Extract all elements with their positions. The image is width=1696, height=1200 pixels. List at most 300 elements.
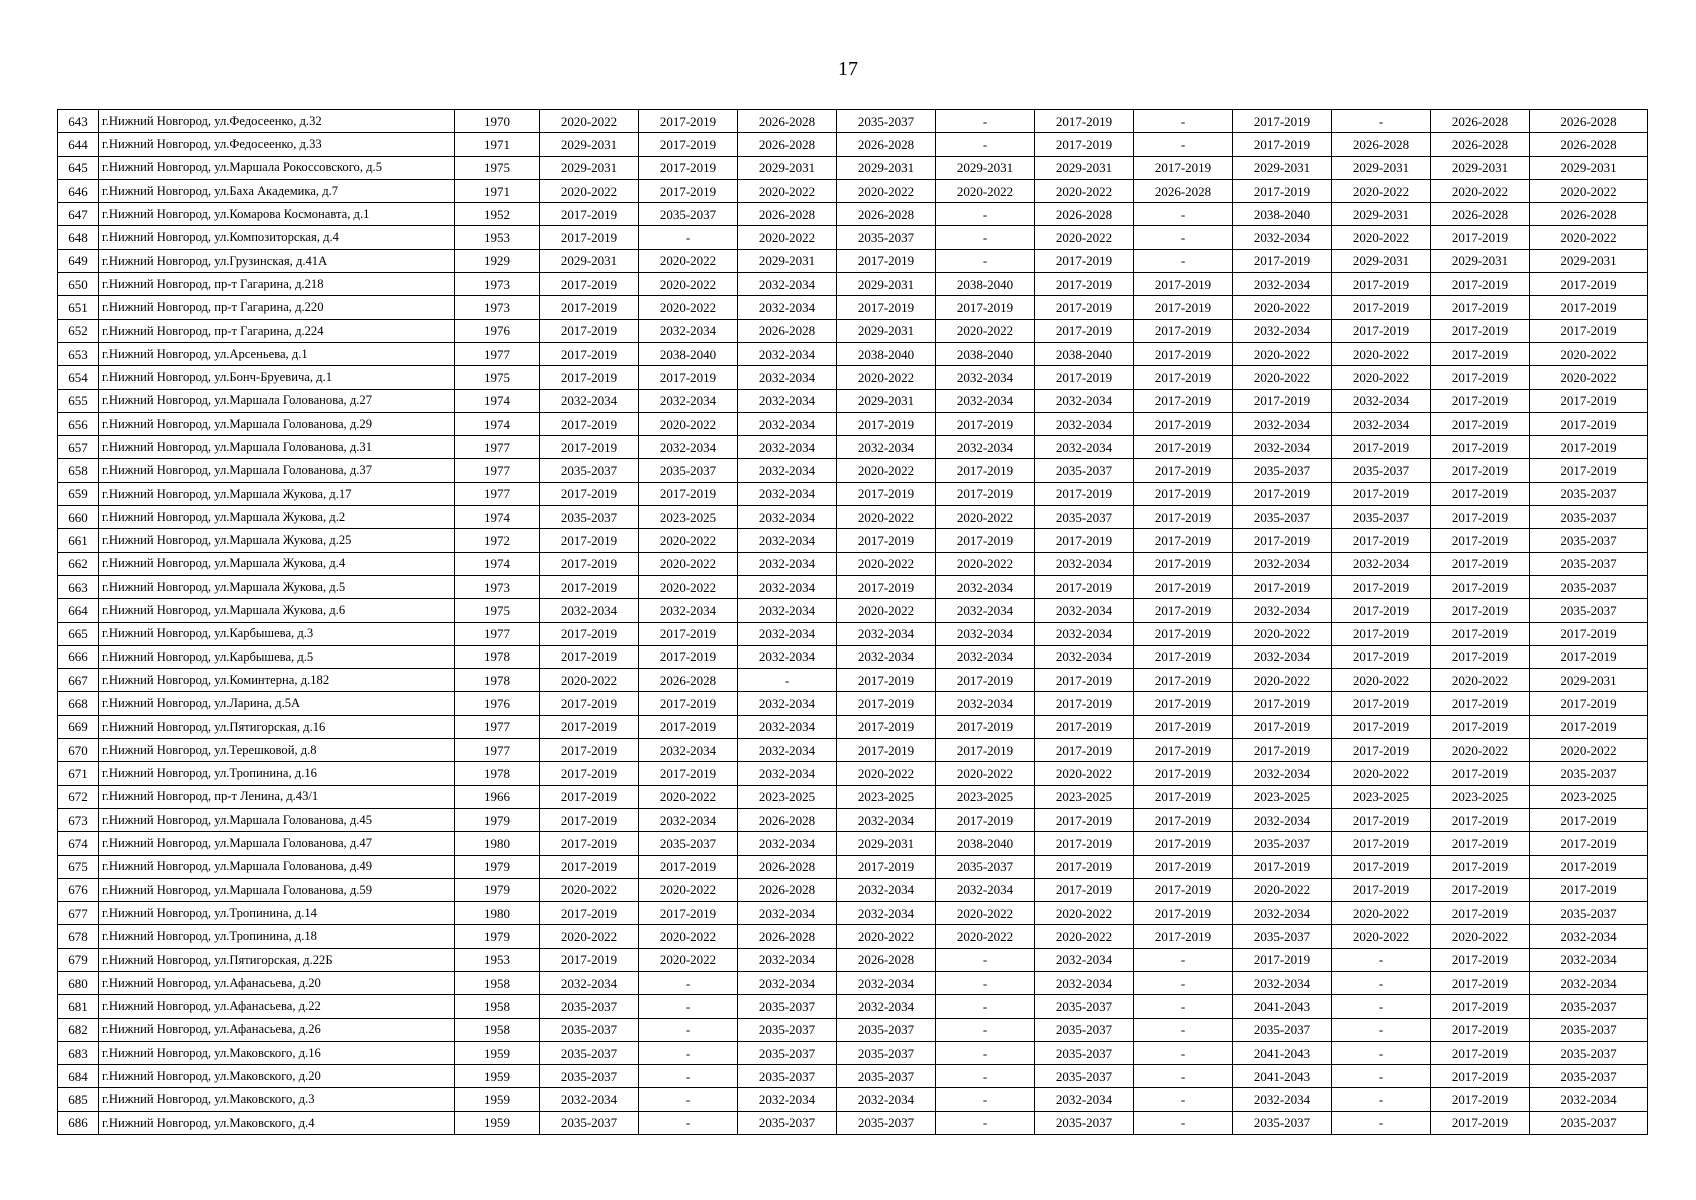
period-cell: 2017-2019 — [1431, 575, 1530, 598]
period-cell: 2032-2034 — [738, 599, 837, 622]
period-cell: 2020-2022 — [639, 412, 738, 435]
period-cell: 2029-2031 — [1332, 156, 1431, 179]
period-cell: 2032-2034 — [540, 389, 639, 412]
period-cell: - — [936, 226, 1035, 249]
table-row — [58, 995, 1648, 1018]
period-cell: 2023-2025 — [1035, 785, 1134, 808]
period-cell: 2020-2022 — [1035, 226, 1134, 249]
period-cell: 2017-2019 — [1233, 110, 1332, 133]
period-cell: 2017-2019 — [1134, 575, 1233, 598]
period-cell: 2026-2028 — [837, 203, 936, 226]
period-cell: 2017-2019 — [1332, 482, 1431, 505]
year-cell: 1974 — [455, 552, 540, 575]
row-number-cell: 673 — [58, 808, 99, 831]
period-cell: 2017-2019 — [1530, 855, 1648, 878]
period-cell: 2035-2037 — [1530, 482, 1648, 505]
year-cell: 1958 — [455, 1018, 540, 1041]
period-cell: 2017-2019 — [1134, 645, 1233, 668]
period-cell: 2035-2037 — [540, 995, 639, 1018]
period-cell: 2017-2019 — [1134, 785, 1233, 808]
period-cell: 2020-2022 — [1035, 902, 1134, 925]
table-row — [58, 412, 1648, 435]
row-number-cell: 683 — [58, 1041, 99, 1064]
year-cell: 1975 — [455, 156, 540, 179]
row-number-cell: 659 — [58, 482, 99, 505]
period-cell: 2017-2019 — [540, 808, 639, 831]
period-cell: 2020-2022 — [837, 599, 936, 622]
period-cell: 2017-2019 — [1431, 808, 1530, 831]
period-cell: 2029-2031 — [837, 832, 936, 855]
period-cell: - — [1134, 948, 1233, 971]
period-cell: 2032-2034 — [738, 412, 837, 435]
period-cell: 2020-2022 — [936, 179, 1035, 202]
year-cell: 1978 — [455, 669, 540, 692]
period-cell: 2017-2019 — [1431, 995, 1530, 1018]
period-cell: 2020-2022 — [1431, 669, 1530, 692]
period-cell: - — [1332, 110, 1431, 133]
period-cell: 2017-2019 — [540, 622, 639, 645]
period-cell: 2038-2040 — [1233, 203, 1332, 226]
period-cell: 2029-2031 — [837, 156, 936, 179]
address-cell: г.Нижний Новгород, ул.Афанасьева, д.22 — [99, 995, 455, 1018]
period-cell: 2017-2019 — [1134, 552, 1233, 575]
period-cell: 2017-2019 — [540, 552, 639, 575]
year-cell: 1958 — [455, 995, 540, 1018]
period-cell: 2017-2019 — [936, 296, 1035, 319]
period-cell: 2017-2019 — [1431, 319, 1530, 342]
year-cell: 1971 — [455, 133, 540, 156]
address-cell: г.Нижний Новгород, ул.Маршала Жукова, д.6 — [99, 599, 455, 622]
period-cell: 2017-2019 — [1134, 319, 1233, 342]
period-cell: 2032-2034 — [738, 692, 837, 715]
period-cell: 2017-2019 — [936, 482, 1035, 505]
period-cell: 2017-2019 — [1134, 762, 1233, 785]
period-cell: 2020-2022 — [936, 902, 1035, 925]
period-cell: 2026-2028 — [738, 878, 837, 901]
period-cell: 2017-2019 — [837, 412, 936, 435]
period-cell: 2035-2037 — [1530, 995, 1648, 1018]
address-cell: г.Нижний Новгород, ул.Арсеньева, д.1 — [99, 342, 455, 365]
period-cell: 2017-2019 — [1530, 808, 1648, 831]
period-cell: 2032-2034 — [738, 1088, 837, 1111]
period-cell: 2035-2037 — [639, 832, 738, 855]
table-row — [58, 482, 1648, 505]
period-cell: 2017-2019 — [639, 692, 738, 715]
period-cell: 2020-2022 — [1332, 179, 1431, 202]
year-cell: 1959 — [455, 1041, 540, 1064]
year-cell: 1958 — [455, 971, 540, 994]
period-cell: 2020-2022 — [1530, 226, 1648, 249]
year-cell: 1974 — [455, 506, 540, 529]
period-cell: 2017-2019 — [540, 226, 639, 249]
address-cell: г.Нижний Новгород, ул.Пятигорская, д.22Б — [99, 948, 455, 971]
period-cell: 2017-2019 — [1233, 482, 1332, 505]
period-cell: 2041-2043 — [1233, 995, 1332, 1018]
period-cell: 2017-2019 — [1134, 878, 1233, 901]
period-cell: - — [936, 1111, 1035, 1134]
period-cell: 2032-2034 — [1530, 971, 1648, 994]
table-row — [58, 832, 1648, 855]
period-cell: - — [936, 1065, 1035, 1088]
period-cell: 2017-2019 — [1431, 762, 1530, 785]
period-cell: 2020-2022 — [1530, 366, 1648, 389]
period-cell: 2020-2022 — [1530, 179, 1648, 202]
period-cell: 2017-2019 — [1035, 366, 1134, 389]
table-row — [58, 319, 1648, 342]
address-cell: г.Нижний Новгород, ул.Тропинина, д.18 — [99, 925, 455, 948]
period-cell: - — [1332, 971, 1431, 994]
row-number-cell: 663 — [58, 575, 99, 598]
row-number-cell: 652 — [58, 319, 99, 342]
period-cell: 2020-2022 — [1530, 342, 1648, 365]
period-cell: 2032-2034 — [837, 902, 936, 925]
period-cell: 2035-2037 — [1233, 1111, 1332, 1134]
period-cell: 2017-2019 — [540, 203, 639, 226]
period-cell: 2035-2037 — [1035, 1041, 1134, 1064]
period-cell: 2017-2019 — [1134, 692, 1233, 715]
period-cell: 2035-2037 — [1530, 506, 1648, 529]
period-cell: 2032-2034 — [540, 971, 639, 994]
period-cell: 2017-2019 — [540, 342, 639, 365]
period-cell: 2017-2019 — [1134, 412, 1233, 435]
address-cell: г.Нижний Новгород, пр-т Гагарина, д.220 — [99, 296, 455, 319]
period-cell: 2032-2034 — [1530, 1088, 1648, 1111]
period-cell: 2032-2034 — [738, 342, 837, 365]
period-cell: 2035-2037 — [1530, 1018, 1648, 1041]
address-cell: г.Нижний Новгород, пр-т Гагарина, д.224 — [99, 319, 455, 342]
period-cell: 2017-2019 — [1431, 412, 1530, 435]
address-cell: г.Нижний Новгород, ул.Бонч-Бруевича, д.1 — [99, 366, 455, 389]
period-cell: 2017-2019 — [1134, 482, 1233, 505]
period-cell: 2017-2019 — [1431, 436, 1530, 459]
year-cell: 1952 — [455, 203, 540, 226]
period-cell: 2032-2034 — [738, 739, 837, 762]
period-cell: 2026-2028 — [738, 133, 837, 156]
period-cell: 2035-2037 — [1035, 506, 1134, 529]
address-cell: г.Нижний Новгород, ул.Пятигорская, д.16 — [99, 715, 455, 738]
period-cell: - — [639, 1088, 738, 1111]
period-cell: 2017-2019 — [1332, 622, 1431, 645]
housing-schedule-table — [57, 109, 1648, 1135]
period-cell: 2020-2022 — [1332, 762, 1431, 785]
row-number-cell: 672 — [58, 785, 99, 808]
period-cell: - — [1134, 133, 1233, 156]
period-cell: 2017-2019 — [1035, 692, 1134, 715]
period-cell: 2017-2019 — [1134, 506, 1233, 529]
period-cell: - — [639, 1065, 738, 1088]
period-cell: 2035-2037 — [639, 203, 738, 226]
period-cell: 2017-2019 — [540, 529, 639, 552]
row-number-cell: 651 — [58, 296, 99, 319]
period-cell: 2017-2019 — [1431, 296, 1530, 319]
period-cell: - — [936, 971, 1035, 994]
period-cell: 2020-2022 — [1431, 739, 1530, 762]
period-cell: 2026-2028 — [738, 203, 837, 226]
period-cell: 2020-2022 — [1332, 669, 1431, 692]
table-row — [58, 342, 1648, 365]
period-cell: 2017-2019 — [1431, 645, 1530, 668]
period-cell: 2032-2034 — [738, 506, 837, 529]
address-cell: г.Нижний Новгород, ул.Маковского, д.4 — [99, 1111, 455, 1134]
period-cell: 2017-2019 — [837, 739, 936, 762]
address-cell: г.Нижний Новгород, ул.Коминтерна, д.182 — [99, 669, 455, 692]
period-cell: 2017-2019 — [1530, 692, 1648, 715]
period-cell: 2020-2022 — [639, 273, 738, 296]
period-cell: 2020-2022 — [1035, 925, 1134, 948]
row-number-cell: 664 — [58, 599, 99, 622]
period-cell: 2017-2019 — [1530, 878, 1648, 901]
address-cell: г.Нижний Новгород, ул.Маршала Голованова, д.49 — [99, 855, 455, 878]
row-number-cell: 644 — [58, 133, 99, 156]
period-cell: - — [1332, 948, 1431, 971]
address-cell: г.Нижний Новгород, ул.Маковского, д.3 — [99, 1088, 455, 1111]
period-cell: 2026-2028 — [1530, 110, 1648, 133]
table-row — [58, 366, 1648, 389]
year-cell: 1959 — [455, 1065, 540, 1088]
period-cell: - — [1134, 1065, 1233, 1088]
period-cell: 2035-2037 — [1332, 506, 1431, 529]
period-cell: 2023-2025 — [936, 785, 1035, 808]
period-cell: 2020-2022 — [936, 552, 1035, 575]
period-cell: 2017-2019 — [837, 296, 936, 319]
period-cell: - — [1134, 203, 1233, 226]
address-cell: г.Нижний Новгород, пр-т Гагарина, д.218 — [99, 273, 455, 296]
row-number-cell: 684 — [58, 1065, 99, 1088]
period-cell: 2032-2034 — [738, 971, 837, 994]
period-cell: 2017-2019 — [540, 273, 639, 296]
period-cell: 2029-2031 — [1332, 249, 1431, 272]
period-cell: 2032-2034 — [1233, 762, 1332, 785]
row-number-cell: 649 — [58, 249, 99, 272]
period-cell: 2017-2019 — [1530, 645, 1648, 668]
period-cell: 2017-2019 — [639, 855, 738, 878]
period-cell: 2041-2043 — [1233, 1065, 1332, 1088]
period-cell: 2017-2019 — [1332, 832, 1431, 855]
period-cell: 2032-2034 — [1233, 552, 1332, 575]
period-cell: 2029-2031 — [1530, 669, 1648, 692]
period-cell: 2032-2034 — [738, 273, 837, 296]
period-cell: 2017-2019 — [1233, 529, 1332, 552]
year-cell: 1973 — [455, 296, 540, 319]
period-cell: 2032-2034 — [1035, 1088, 1134, 1111]
period-cell: 2020-2022 — [1035, 179, 1134, 202]
table-row — [58, 552, 1648, 575]
table-row — [58, 855, 1648, 878]
period-cell: 2017-2019 — [1233, 948, 1332, 971]
address-cell: г.Нижний Новгород, ул.Маршала Жукова, д.4 — [99, 552, 455, 575]
period-cell: 2017-2019 — [837, 482, 936, 505]
period-cell: 2017-2019 — [639, 902, 738, 925]
period-cell: 2032-2034 — [738, 459, 837, 482]
period-cell: 2020-2022 — [1233, 878, 1332, 901]
period-cell: 2035-2037 — [738, 1111, 837, 1134]
period-cell: 2017-2019 — [639, 366, 738, 389]
period-cell: 2032-2034 — [1035, 971, 1134, 994]
period-cell: 2035-2037 — [837, 1111, 936, 1134]
address-cell: г.Нижний Новгород, ул.Ларина, д.5А — [99, 692, 455, 715]
table-row — [58, 203, 1648, 226]
period-cell: 2020-2022 — [1431, 925, 1530, 948]
table-row — [58, 1065, 1648, 1088]
address-cell: г.Нижний Новгород, ул.Маршала Жукова, д.25 — [99, 529, 455, 552]
period-cell: 2038-2040 — [639, 342, 738, 365]
period-cell: 2023-2025 — [1530, 785, 1648, 808]
year-cell: 1978 — [455, 645, 540, 668]
period-cell: 2017-2019 — [1134, 436, 1233, 459]
period-cell: 2017-2019 — [936, 459, 1035, 482]
period-cell: 2032-2034 — [837, 436, 936, 459]
period-cell: 2017-2019 — [1035, 715, 1134, 738]
period-cell: - — [1134, 226, 1233, 249]
period-cell: 2017-2019 — [1332, 436, 1431, 459]
period-cell: 2017-2019 — [837, 669, 936, 692]
period-cell: 2029-2031 — [1431, 249, 1530, 272]
period-cell: 2023-2025 — [1233, 785, 1332, 808]
period-cell: 2017-2019 — [1431, 948, 1530, 971]
address-cell: г.Нижний Новгород, пр-т Ленина, д.43/1 — [99, 785, 455, 808]
year-cell: 1975 — [455, 366, 540, 389]
address-cell: г.Нижний Новгород, ул.Терешковой, д.8 — [99, 739, 455, 762]
period-cell: 2035-2037 — [540, 506, 639, 529]
period-cell: 2017-2019 — [1134, 342, 1233, 365]
period-cell: 2020-2022 — [738, 226, 837, 249]
period-cell: 2032-2034 — [738, 622, 837, 645]
period-cell: 2017-2019 — [936, 412, 1035, 435]
table-row — [58, 715, 1648, 738]
period-cell: 2026-2028 — [1035, 203, 1134, 226]
row-number-cell: 680 — [58, 971, 99, 994]
period-cell: 2017-2019 — [1134, 902, 1233, 925]
year-cell: 1929 — [455, 249, 540, 272]
period-cell: 2017-2019 — [1233, 389, 1332, 412]
period-cell: 2026-2028 — [738, 110, 837, 133]
table-row — [58, 645, 1648, 668]
period-cell: 2032-2034 — [738, 645, 837, 668]
year-cell: 1975 — [455, 599, 540, 622]
address-cell: г.Нижний Новгород, ул.Маршала Голованова, д.47 — [99, 832, 455, 855]
row-number-cell: 682 — [58, 1018, 99, 1041]
year-cell: 1977 — [455, 739, 540, 762]
period-cell: 2017-2019 — [1431, 622, 1530, 645]
period-cell: - — [936, 948, 1035, 971]
row-number-cell: 665 — [58, 622, 99, 645]
period-cell: 2020-2022 — [639, 552, 738, 575]
period-cell: 2017-2019 — [1134, 459, 1233, 482]
period-cell: 2035-2037 — [1530, 1041, 1648, 1064]
period-cell: 2017-2019 — [1431, 366, 1530, 389]
row-number-cell: 655 — [58, 389, 99, 412]
period-cell: 2017-2019 — [1035, 832, 1134, 855]
period-cell: - — [639, 971, 738, 994]
row-number-cell: 686 — [58, 1111, 99, 1134]
period-cell: 2017-2019 — [1035, 482, 1134, 505]
period-cell: 2020-2022 — [540, 925, 639, 948]
period-cell: - — [1332, 1018, 1431, 1041]
period-cell: 2017-2019 — [1431, 832, 1530, 855]
address-cell: г.Нижний Новгород, ул.Маршала Жукова, д.2 — [99, 506, 455, 529]
address-cell: г.Нижний Новгород, ул.Федосеенко, д.32 — [99, 110, 455, 133]
period-cell: 2017-2019 — [1431, 389, 1530, 412]
period-cell: 2035-2037 — [738, 1018, 837, 1041]
period-cell: 2032-2034 — [738, 832, 837, 855]
period-cell: 2035-2037 — [540, 1041, 639, 1064]
row-number-cell: 670 — [58, 739, 99, 762]
period-cell: - — [639, 1111, 738, 1134]
row-number-cell: 669 — [58, 715, 99, 738]
address-cell: г.Нижний Новгород, ул.Карбышева, д.5 — [99, 645, 455, 668]
period-cell: 2041-2043 — [1233, 1041, 1332, 1064]
period-cell: 2017-2019 — [540, 575, 639, 598]
row-number-cell: 677 — [58, 902, 99, 925]
period-cell: 2017-2019 — [639, 762, 738, 785]
period-cell: 2032-2034 — [738, 296, 837, 319]
period-cell: 2017-2019 — [540, 412, 639, 435]
period-cell: 2020-2022 — [1233, 342, 1332, 365]
period-cell: 2017-2019 — [1530, 715, 1648, 738]
period-cell: 2020-2022 — [540, 878, 639, 901]
period-cell: 2035-2037 — [540, 1018, 639, 1041]
year-cell: 1980 — [455, 832, 540, 855]
year-cell: 1979 — [455, 808, 540, 831]
period-cell: 2035-2037 — [1035, 1018, 1134, 1041]
period-cell: 2032-2034 — [1233, 226, 1332, 249]
period-cell: 2017-2019 — [540, 319, 639, 342]
period-cell: 2017-2019 — [1134, 389, 1233, 412]
period-cell: 2017-2019 — [1134, 599, 1233, 622]
year-cell: 1974 — [455, 412, 540, 435]
period-cell: - — [639, 1018, 738, 1041]
row-number-cell: 648 — [58, 226, 99, 249]
table-row — [58, 156, 1648, 179]
period-cell: 2020-2022 — [639, 948, 738, 971]
period-cell: 2032-2034 — [936, 389, 1035, 412]
year-cell: 1976 — [455, 319, 540, 342]
year-cell: 1979 — [455, 878, 540, 901]
year-cell: 1977 — [455, 459, 540, 482]
period-cell: 2017-2019 — [540, 366, 639, 389]
period-cell: 2032-2034 — [738, 529, 837, 552]
period-cell: 2032-2034 — [738, 389, 837, 412]
period-cell: 2029-2031 — [1332, 203, 1431, 226]
period-cell: 2017-2019 — [1134, 739, 1233, 762]
period-cell: 2032-2034 — [639, 808, 738, 831]
period-cell: 2017-2019 — [1233, 249, 1332, 272]
period-cell: 2017-2019 — [639, 482, 738, 505]
table-row — [58, 133, 1648, 156]
period-cell: 2035-2037 — [738, 1041, 837, 1064]
period-cell: 2026-2028 — [837, 948, 936, 971]
period-cell: 2032-2034 — [1233, 1088, 1332, 1111]
year-cell: 1977 — [455, 482, 540, 505]
period-cell: 2017-2019 — [1134, 669, 1233, 692]
table-row — [58, 1041, 1648, 1064]
period-cell: 2017-2019 — [639, 179, 738, 202]
period-cell: 2017-2019 — [1530, 319, 1648, 342]
period-cell: 2032-2034 — [837, 808, 936, 831]
period-cell: 2017-2019 — [936, 529, 1035, 552]
year-cell: 1978 — [455, 762, 540, 785]
period-cell: 2032-2034 — [738, 575, 837, 598]
period-cell: 2038-2040 — [936, 342, 1035, 365]
period-cell: 2017-2019 — [639, 645, 738, 668]
row-number-cell: 650 — [58, 273, 99, 296]
period-cell: 2032-2034 — [1332, 389, 1431, 412]
row-number-cell: 676 — [58, 878, 99, 901]
period-cell: 2029-2031 — [1530, 156, 1648, 179]
period-cell: 2038-2040 — [1035, 342, 1134, 365]
period-cell: 2038-2040 — [936, 832, 1035, 855]
period-cell: 2020-2022 — [837, 925, 936, 948]
